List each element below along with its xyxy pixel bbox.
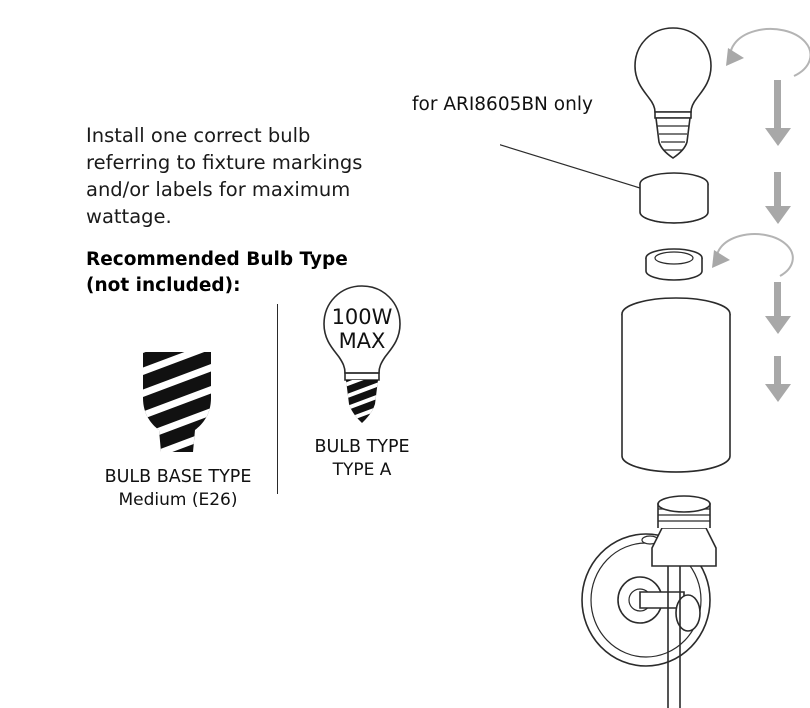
down-arrow-mid xyxy=(765,282,791,334)
bulb-base-spec xyxy=(84,340,272,511)
part-finial-cap xyxy=(640,173,708,223)
part-shade-ring xyxy=(646,249,702,280)
rotate-arc-top xyxy=(726,29,810,76)
part-wall-mount xyxy=(582,496,716,708)
spec-divider xyxy=(277,304,278,494)
bulb-base-art xyxy=(84,340,272,458)
bulb-type-label: BULB TYPE xyxy=(314,437,410,457)
recommended-bulb-heading-line2: (not included): xyxy=(86,275,241,296)
down-arrow-top xyxy=(765,80,791,146)
down-arrow-upper-mid xyxy=(765,172,791,224)
recommended-bulb-heading-line1: Recommended Bulb Type xyxy=(86,249,348,270)
wattage-line1: 100W xyxy=(331,305,393,329)
bulb-type-art xyxy=(282,305,442,428)
bulb-base-value: Medium (E26) xyxy=(118,490,238,510)
bulb-base-label: BULB BASE TYPE xyxy=(104,467,252,487)
bulb-type-icon xyxy=(306,280,418,428)
assembly-callout-label: for ARI8605BN only xyxy=(412,94,593,115)
callout-leader-line xyxy=(500,120,640,188)
part-bulb xyxy=(635,28,711,158)
bulb-base-icon xyxy=(123,346,233,458)
bulb-type-spec xyxy=(282,305,442,481)
rotate-arc-mid xyxy=(712,234,793,276)
instruction-text: Install one correct bulb referring to fixture markings and/or labels for maximum wattage. xyxy=(86,124,363,228)
down-arrow-lower xyxy=(765,356,791,402)
wattage-line2: MAX xyxy=(338,329,386,353)
part-shade xyxy=(622,298,730,472)
bulb-type-value: TYPE A xyxy=(332,460,392,480)
bulb-spec-panel xyxy=(84,300,444,510)
exploded-assembly-diagram xyxy=(500,0,810,708)
